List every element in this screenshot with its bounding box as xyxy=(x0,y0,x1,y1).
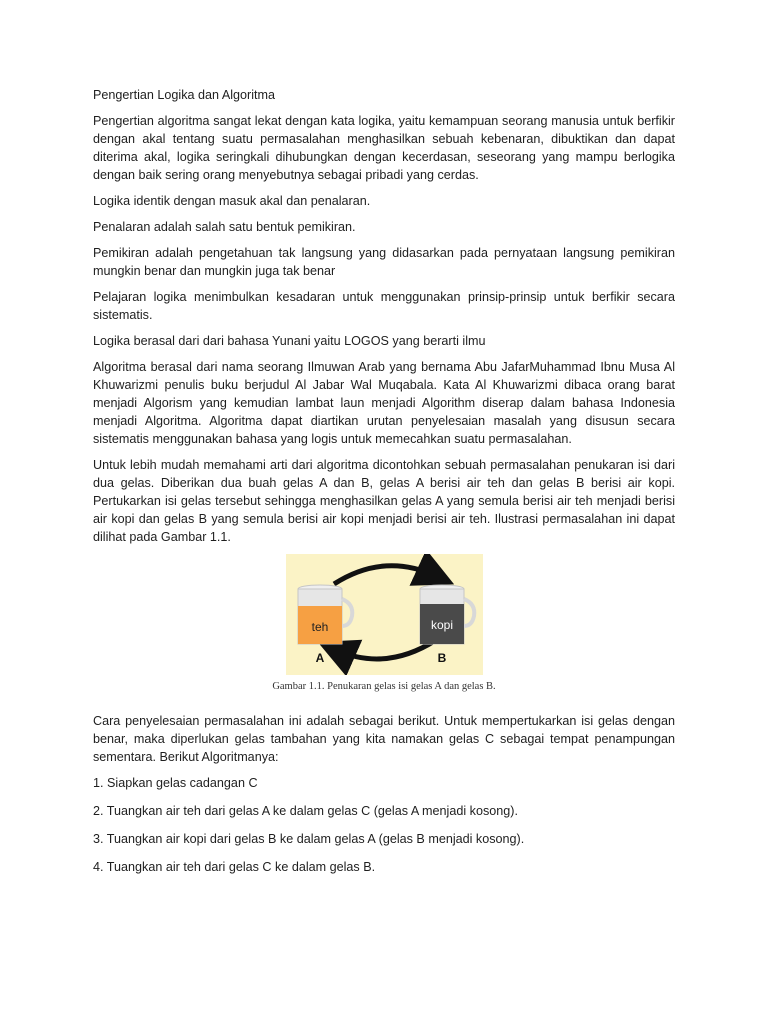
paragraph-algorithm-origin: Algoritma berasal dari nama seorang Ilmuwan Arab yang bernama Abu JafarMuhammad Ibnu Musa Al Khuwarizmi penulis buku berjudul Al Jabar Wal Muqabala. Kata Al Khuwarizmi dibaca orang barat menjadi Algorism yang kemudian lambat laun menjadi Algorithm diserap dalam bahasa Indonesia menjadi Algoritma. Algoritma dapat diartikan urutan penyelesaian masalah yang disusun secara sistematis menggunakan bahasa yang logis untuk memecahkan suatu permasalahan. xyxy=(93,360,675,446)
algorithm-step: 2. Tuangkan air teh dari gelas A ke dalam gelas C (gelas A menjadi kosong). xyxy=(93,804,518,818)
algorithm-step: 3. Tuangkan air kopi dari gelas B ke dalam gelas A (gelas B menjadi kosong). xyxy=(93,832,525,846)
glass-b-content-label: kopi xyxy=(430,618,454,632)
algorithm-step: 4. Tuangkan air teh dari gelas C ke dalam gelas B. xyxy=(93,860,376,874)
glass-a-label: A xyxy=(315,651,325,665)
algorithm-step: 1. Siapkan gelas cadangan C xyxy=(93,776,258,790)
figure-caption: Gambar 1.1. Penukaran gelas isi gelas A dan gelas B. xyxy=(272,681,496,692)
paragraph-thinking: Pemikiran adalah pengetahuan tak langsung yang didasarkan pada pernyataan langsung pemikiran mungkin benar dan mungkin juga tak benar xyxy=(93,246,675,278)
figure-glass-swap xyxy=(93,554,675,700)
figure-illustration xyxy=(286,554,483,675)
arrow-top-icon xyxy=(334,566,436,584)
document-title: Pengertian Logika dan Algoritma xyxy=(93,88,276,102)
paragraph-solution-intro: Cara penyelesaian permasalahan ini adalah sebagai berikut. Untuk mempertukarkan isi gelas dengan benar, maka diperlukan gelas tambahan yang kita namakan gelas C sebagai tempat penampungan sementara. Berikut Algoritmanya: xyxy=(93,714,675,764)
glass-a-content-label: teh xyxy=(311,620,329,634)
glass-b-label: B xyxy=(437,651,447,665)
paragraph-logic-lesson: Pelajaran logika menimbulkan kesadaran untuk menggunakan prinsip-prinsip untuk berfikir secara sistematis. xyxy=(93,290,675,322)
glass-b-icon xyxy=(420,585,474,665)
glass-swap-illustration xyxy=(286,554,483,675)
paragraph-glass-example: Untuk lebih mudah memahami arti dari algoritma dicontohkan sebuah permasalahan penukaran isi dari dua gelas. Diberikan dua buah gelas A dan B, gelas A berisi air teh dan gelas B berisi air kopi. Pertukarkan isi gelas tersebut sehingga menghasilkan gelas A yang semula berisi air teh menjadi berisi air kopi dan gelas B yang semula berisi air kopi menjadi berisi air teh. Ilustrasi permasalahan ini dapat dilihat pada Gambar 1.1. xyxy=(93,458,675,544)
document-page xyxy=(93,86,675,886)
paragraph-logos: Logika berasal dari dari bahasa Yunani yaitu LOGOS yang berarti ilmu xyxy=(93,334,486,348)
paragraph-logic-identity: Logika identik dengan masuk akal dan penalaran. xyxy=(93,194,371,208)
paragraph-reasoning: Penalaran adalah salah satu bentuk pemikiran. xyxy=(93,220,356,234)
paragraph-definition: Pengertian algoritma sangat lekat dengan kata logika, yaitu kemampuan seorang manusia untuk berfikir dengan akal tentang suatu permasalahan menghasilkan sebuah kebenaran, dibuktikan dan dapat diterima akal, logika seringkali dihubungkan dengan kecerdasan, seseorang yang mampu berlogika dengan baik sering orang menyebutnya sebagai pribadi yang cerdas. xyxy=(93,114,675,182)
